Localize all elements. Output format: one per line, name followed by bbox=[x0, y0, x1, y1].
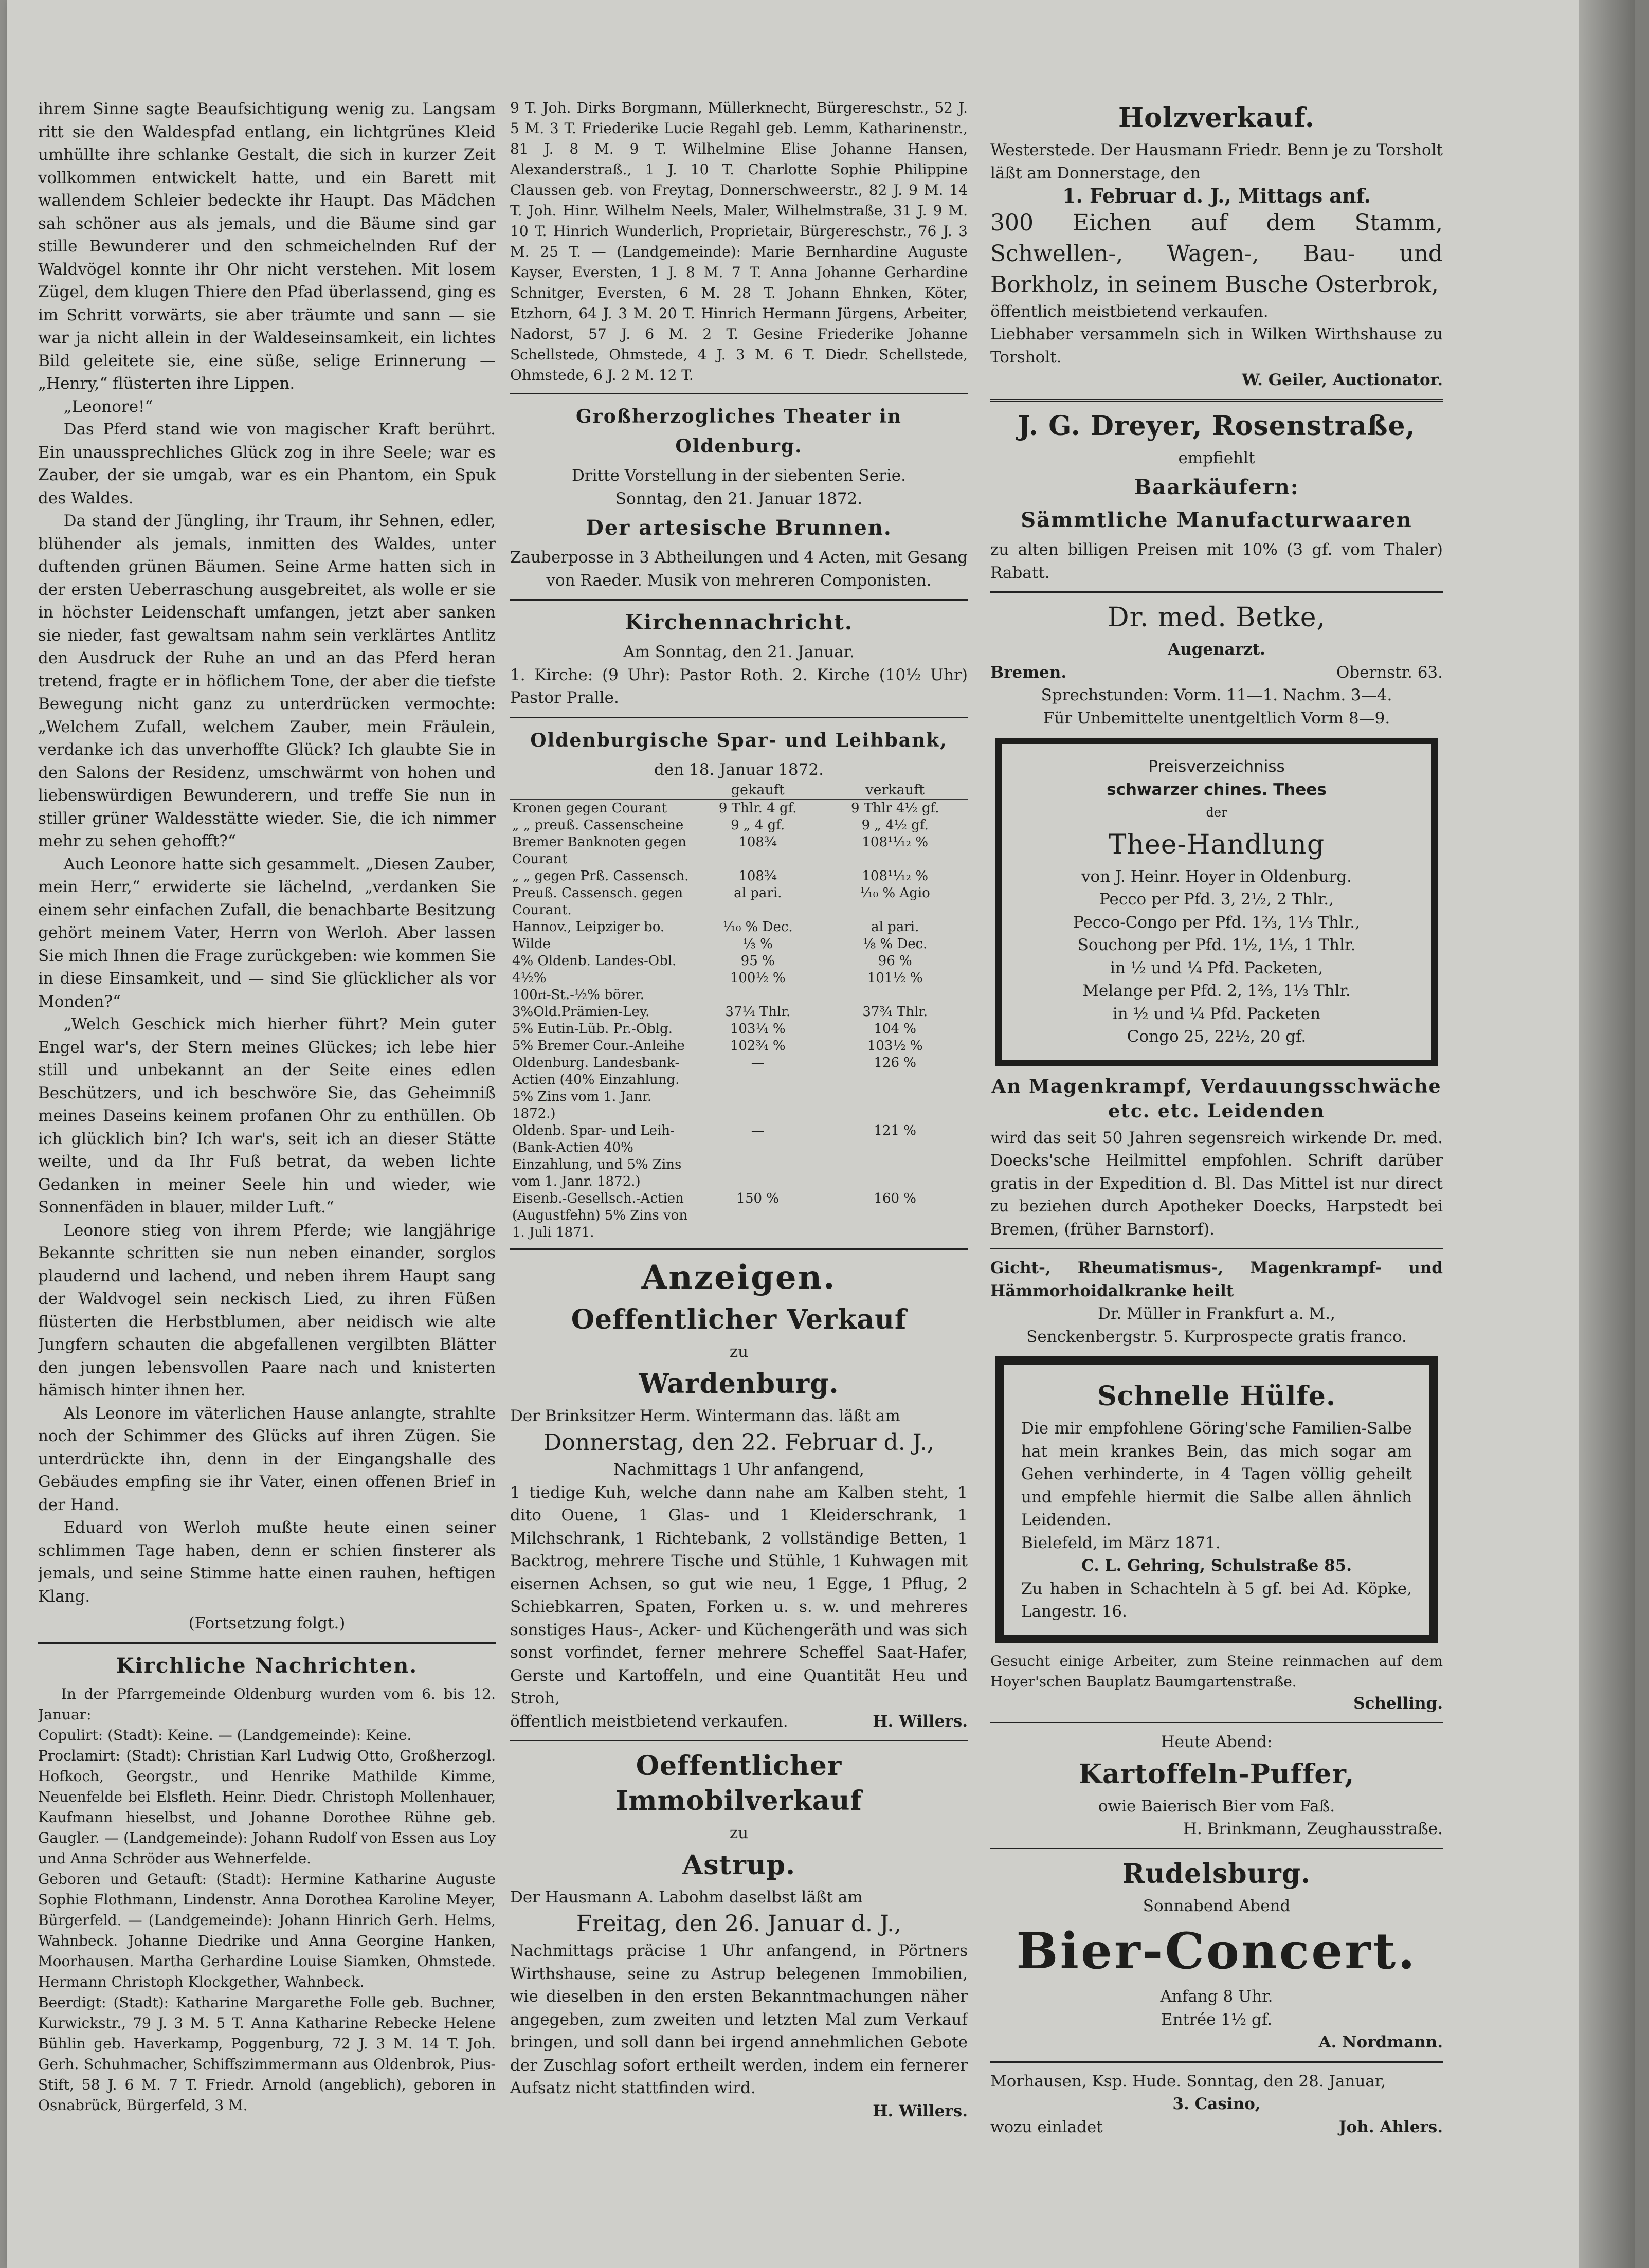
quick-help-text: Die mir empfohlene Göring'sche Familien-Salbe hat mein krankes Bein, das mich sogar am Gehen verhinderte, in 4 Tagen völlig geheilt und empfehle hiermit die Salbe allen ähnlich Leidenden. bbox=[1021, 1419, 1412, 1529]
tea-item: Melange per Pfd. 2, 1⅔, 1⅓ Thlr. bbox=[1082, 982, 1351, 1000]
bank-rate-label: Oldenburg. Landesbank-Actien (40% Einzahlung. 5% Zins vom 1. Janr. 1872.) bbox=[512, 1055, 680, 1121]
dreyer-empfiehlt: empfiehlt bbox=[1178, 448, 1255, 467]
rudelsburg-ad bbox=[990, 1857, 1443, 2054]
church-geboren: Geboren und Getauft: (Stadt): Hermine Katharine Auguste Sophie Flothmann, Lindenstr. Anna Dorothea Karoline Meyer, Bürgerfeld. — (Landgemeinde): Johann Hinrich Gerh. Helms, Wahnbeck. Johanne Diedrike und Anna Georgine Hanken, Moorhausen. Martha Gerhardine Louise Siamken, Ohmstede. Hermann Christoph Klockgether, Wahnbeck. bbox=[38, 1870, 496, 1990]
bank-rate-gekauft: 102¾ % bbox=[730, 1038, 786, 1054]
bank-rate-gekauft bbox=[693, 987, 822, 1004]
sale2-intro: Der Hausmann A. Labohm daselbst läßt am bbox=[510, 1888, 863, 1907]
bank-rate-row bbox=[510, 1021, 968, 1038]
quick-help-box bbox=[995, 1356, 1438, 1643]
betke-city: Bremen. bbox=[990, 663, 1067, 682]
sale-astrup bbox=[510, 1749, 968, 2122]
tea-price-list-box bbox=[995, 738, 1438, 1066]
bank-rate-row bbox=[510, 1190, 968, 1241]
tea-l5: von J. Heinr. Hoyer in Oldenburg. bbox=[1081, 867, 1352, 886]
bank-rate-row bbox=[510, 1055, 968, 1122]
story-paragraph: Leonore stieg von ihrem Pferde; wie langjährige Bekannte schritten sie nun neben einander, sorglos plaudernd und lachend, und neben ihrem Haupt sang der Waldvogel sein neckisch Lied, zu ihren Füßen flüsterten die Herbstblumen, aber neidisch wie alte Jungfern schauten die abgefallenen vergilbten Blätter den jungen lebensvollen Paare nach und knisterten hämisch hinter ihnen her. bbox=[38, 1221, 496, 1400]
story-paragraph: „Welch Geschick mich hierher führt? Mein guter Engel war's, der Stern meines Glückes; ich lebe hier still und unbekannt an der Seite eines edlen Beschützers, und ich beschwöre Sie, das Geheimniß meines Daseins keinem profanen Ohr zu enthüllen. Ob ich glücklich bin? Ich war's, seit ich an dieser Stätte weilte, und da Ihr Fuß betrat, da weben lichte Gedanken in meiner Seele hin und wieder, wie Sonnenfäden in blauer, milder Luft.“ bbox=[38, 1015, 496, 1217]
bank-rate-gekauft: 108¾ bbox=[738, 868, 777, 884]
betke-name: Dr. med. Betke, bbox=[1107, 602, 1326, 633]
bank-rate-row bbox=[510, 987, 968, 1004]
bank-rate-label: 4½% bbox=[512, 970, 547, 986]
bank-rate-label: Wilde bbox=[512, 936, 551, 952]
theater-line1: Dritte Vorstellung in der siebenten Serie. bbox=[572, 466, 906, 485]
dreyer-name: J. G. Dreyer, Rosenstraße, bbox=[1018, 410, 1416, 442]
betke-ad bbox=[990, 600, 1443, 730]
divider bbox=[510, 1248, 968, 1250]
bank-rate-verkauft: 108¹¹⁄₁₂ % bbox=[862, 868, 929, 884]
bank-rate-verkauft: 126 % bbox=[874, 1055, 917, 1071]
workers-signature: Schelling. bbox=[1353, 1694, 1443, 1713]
bank-col-label bbox=[510, 781, 693, 800]
betke-address bbox=[990, 661, 1443, 684]
bank-rate-verkauft: 9 Thlr 4½ gf. bbox=[850, 801, 939, 816]
ads-heading: Anzeigen. bbox=[641, 1258, 837, 1297]
church-news-intro: In der Pfarrgemeinde Oldenburg wurden vom 6. bis 12. Januar: bbox=[38, 1685, 496, 1723]
bank-rate-label: „ „ preuß. Cassenscheine bbox=[512, 818, 684, 833]
bank-rate-gekauft: — bbox=[751, 1123, 765, 1138]
bank-rate-label: Bremer Banknoten gegen Courant bbox=[512, 834, 686, 867]
bank-rate-row bbox=[510, 868, 968, 885]
story-paragraph: ihrem Sinne sagte Beaufsichtigung wenig zu. Langsam ritt sie den Waldespfad entlang, ein lichtgrünes Kleid umhüllte ihre schlanke Gestalt, die sich in kurzer Zeit vollkommen entwickelt hatte, und ein Barett mit wallendem Schleier bedeckte ihr Haupt. Das Mädchen sah schöner aus als jemals, und die Bäume sind gar stille Bewunderer und den schmeichelnden Ruf der Waldvögel konnte ihr Ohr nicht verstehen. Mit losem Zügel, dem klugen Thiere den Pfad überlassend, ging es im Schritt vorwärts, sie aber träumte und sann — sie war ja nicht allein in der Waldeseinsamkeit, ein lichtes Bild geleitete sie, eine süße, selige Erinnerung — „Henry,“ flüsterten ihre Lippen. bbox=[38, 100, 496, 393]
bank-rate-gekauft: 108¾ bbox=[738, 834, 777, 850]
bank-rate-label: 100𝔯𝔱-St.-½% börer. bbox=[512, 987, 645, 1003]
sale1-place: Wardenburg. bbox=[639, 1368, 839, 1400]
quick-help-title: Schnelle Hülfe. bbox=[1097, 1381, 1336, 1412]
bank-rate-row bbox=[510, 1038, 968, 1055]
sale1-time: Nachmittags 1 Uhr anfangend, bbox=[613, 1460, 864, 1479]
bank-rate-label: 5% Bremer Cour.-Anleihe bbox=[512, 1038, 685, 1054]
theater-title: Großherzogliches Theater in Oldenburg. bbox=[576, 406, 902, 457]
story-text bbox=[38, 98, 496, 1635]
rudelsburg-concert: Bier-Concert. bbox=[1016, 1922, 1417, 1980]
bank-rate-label: 4% Oldenb. Landes-Obl. bbox=[512, 953, 677, 969]
gout-address: Senckenbergstr. 5. Kurprospecte gratis franco. bbox=[1026, 1327, 1407, 1346]
dreyer-to: Baarkäufern: bbox=[1134, 475, 1299, 499]
tea-item: Pecco-Congo per Pfd. 1⅔, 1⅓ Thlr., bbox=[1073, 913, 1360, 932]
sale1-signature: H. Willers. bbox=[873, 1712, 968, 1731]
bank-rate-gekauft: 150 % bbox=[736, 1191, 780, 1206]
story-paragraph: Das Pferd stand wie von magischer Kraft berührt. Ein unaussprechliches Glück zog in ihre Seele; war es Zauber, der sie umgab, war es ein Phantom, ein Spuk des Waldes. bbox=[38, 420, 496, 507]
bank-rate-gekauft: 9 Thlr. 4 gf. bbox=[718, 801, 797, 816]
bank-rate-label: „ „ gegen Prß. Cassensch. bbox=[512, 868, 689, 884]
bank-rate-gekauft: 9 „ 4 gf. bbox=[731, 818, 785, 833]
tea-item: in ½ und ¼ Pfd. Packeten, bbox=[1110, 958, 1324, 977]
divider bbox=[990, 2061, 1443, 2063]
bank-rate-verkauft: ¹⁄₁₀ % Agio bbox=[860, 885, 930, 901]
bank-rate-row bbox=[510, 970, 968, 987]
wood-sale-title: Holzverkauf. bbox=[1118, 102, 1315, 134]
bank-rate-row bbox=[510, 953, 968, 970]
theater-line2: Sonntag, den 21. Januar 1872. bbox=[615, 489, 863, 508]
bank-rate-verkauft: 104 % bbox=[874, 1021, 917, 1037]
bank-rate-verkauft: 103½ % bbox=[867, 1038, 923, 1054]
sale-wardenburg bbox=[510, 1302, 968, 1733]
casino-footer bbox=[990, 2116, 1443, 2139]
quick-help-sale: Zu haben in Schachteln à 5 gf. bei Ad. Köpke, Langestr. 16. bbox=[1021, 1579, 1412, 1621]
bank-rate-gekauft: ⅓ % bbox=[742, 936, 773, 952]
stomach-text: wird das seit 50 Jahren segensreich wirkende Dr. med. Doecks'sche Heilmittel empfohlen. Schrift darüber gratis in der Expedition d. Bl. Das Mittel ist nur direct zu beziehen durch Apotheker Doecks, Harpstedt bei Bremen, (früher Barnstorf). bbox=[990, 1128, 1443, 1239]
sale1-intro: Der Brinksitzer Herm. Wintermann das. läßt am bbox=[510, 1406, 900, 1425]
stomach-title: An Magenkrampf, Verdauungsschwäche etc. etc. Leidenden bbox=[991, 1075, 1442, 1122]
tea-item: Souchong per Pfd. 1½, 1⅓, 1 Thlr. bbox=[1077, 936, 1356, 954]
bank-rate-gekauft: 95 % bbox=[740, 953, 775, 969]
church-notice-line1: Am Sonntag, den 21. Januar. bbox=[623, 643, 855, 661]
bank-title: Oldenburgische Spar- und Leihbank, bbox=[530, 729, 948, 751]
rudelsburg-title: Rudelsburg. bbox=[1122, 1858, 1311, 1890]
continued-note: (Fortsetzung folgt.) bbox=[188, 1614, 346, 1632]
bank-rate-label: Oldenb. Spar- und Leih-(Bank-Actien 40% Einzahlung, und 5% Zins vom 1. Janr. 1872.) bbox=[512, 1123, 682, 1189]
bank-rate-label: 3%Old.Prämien-Ley. bbox=[512, 1004, 650, 1020]
column-middle bbox=[510, 98, 968, 2122]
tea-l2: schwarzer chines. Thees bbox=[1107, 780, 1327, 799]
story-paragraph: Auch Leonore hatte sich gesammelt. „Diesen Zauber, mein Herr,“ erwiderte sie lächelnd, „verdanken Sie einem sehr einfachen Zufall, die benachbarte Besitzung gehört meinem Vater, Herrn von Werloh. Aber lassen Sie mich Ihnen die Frage zurückgeben: wie kommen Sie in diese Einsamkeit, und — sind Sie glücklicher als vor Monden?“ bbox=[38, 855, 496, 1011]
wood-sale-date: 1. Februar d. J., Mittags anf. bbox=[1062, 184, 1371, 207]
divider bbox=[990, 591, 1443, 593]
gout-doctor: Dr. Müller in Frankfurt a. M., bbox=[1097, 1304, 1336, 1323]
quick-help-place: Bielefeld, im März 1871. bbox=[1021, 1533, 1221, 1552]
workers-text: Gesucht einige Arbeiter, zum Steine reinmachen auf dem Hoyer'schen Bauplatz Baumgartenstraße. bbox=[990, 1652, 1443, 1690]
church-notice-line2: 1. Kirche: (9 Uhr): Pastor Roth. 2. Kirche (10½ Uhr) Pastor Pralle. bbox=[510, 665, 968, 707]
bank-rate-row bbox=[510, 885, 968, 919]
bank-rate-verkauft: al pari. bbox=[871, 919, 919, 935]
wood-sale-items: 300 Eichen auf dem Stamm, Schwellen-, Wagen-, Bau- und Borkholz, in seinem Busche Osterbrok, bbox=[990, 209, 1443, 298]
theater-desc: Zauberposse in 3 Abtheilungen und 4 Acten, mit Gesang von Raeder. Musik von mehreren Componisten. bbox=[510, 548, 968, 590]
church-beerdigt: Beerdigt: (Stadt): Katharine Margarethe Folle geb. Buchner, Kurwickstr., 79 J. 3 M. 5 T. Anna Katharine Rebecke Helene Bühlin geb. Haverkamp, Poggenburg, 72 J. 3 M. 14 T. Joh. Gerh. Schuhmacher, Schiffszimmermann aus Oldenbrok, Pius-Stift, 58 J. 6 M. 7 T. Friedr. Arnold (angeblich), geboren in Osnabrück, Bürgerfeld, 3 M. bbox=[38, 1993, 496, 2114]
bank-rate-row bbox=[510, 817, 968, 834]
bank-rate-label: 5% Eutin-Lüb. Pr.-Oblg. bbox=[512, 1021, 673, 1037]
wood-sale-signature: W. Geiler, Auctionator. bbox=[1242, 371, 1443, 389]
gout-ad bbox=[990, 1257, 1443, 1348]
church-news-text bbox=[38, 1684, 496, 2116]
tea-l3: der bbox=[1206, 805, 1227, 820]
divider bbox=[990, 399, 1443, 402]
bank-rate-verkauft: 96 % bbox=[878, 953, 912, 969]
bank-rate-gekauft: 100½ % bbox=[730, 970, 786, 986]
tea-item: in ½ und ¼ Pfd. Packeten bbox=[1112, 1004, 1321, 1023]
tea-item: Pecco per Pfd. 3, 2½, 2 Thlr., bbox=[1099, 890, 1334, 909]
betke-street: Obernstr. 63. bbox=[1336, 663, 1443, 682]
wood-sale-note: Liebhaber versammeln sich in Wilken Wirthshause zu Torsholt. bbox=[990, 325, 1443, 367]
wood-sale-line1: Westerstede. Der Hausmann Friedr. Benn je zu Torsholt läßt am Donnerstage, den bbox=[990, 141, 1443, 183]
bank-col-verkauft: verkauft bbox=[822, 781, 968, 800]
sale2-title: Oeffentlicher Immobilverkauf bbox=[615, 1750, 862, 1817]
gout-title: Gicht-, Rheumatismus-, Magenkrampf- und Hämmorhoidalkranke heilt bbox=[990, 1259, 1443, 1300]
story-paragraph: Eduard von Werloh mußte heute einen seiner schlimmen Tage haben, denn er schien finsterer als jemals, und seine Stimme hatte einen rauhen, heftigen Klang. bbox=[38, 1518, 496, 1606]
dreyer-ad bbox=[990, 409, 1443, 585]
divider bbox=[510, 1740, 968, 1741]
theater-notice bbox=[510, 402, 968, 592]
bank-rate-row bbox=[510, 919, 968, 936]
divider bbox=[990, 1248, 1443, 1249]
tea-l1: Preisverzeichniss bbox=[1148, 757, 1285, 776]
rudelsburg-day: Sonnabend Abend bbox=[1143, 1896, 1291, 1915]
column-left bbox=[38, 98, 496, 2116]
bank-rate-verkauft: ⅛ % Dec. bbox=[862, 936, 928, 952]
sale2-place: Astrup. bbox=[682, 1849, 796, 1881]
sale1-items: 1 tiedige Kuh, welche dann nahe am Kalben steht, 1 dito Ouene, 1 Glas- und 1 Kleiderschrank, 1 Milchschrank, 1 Richtebank, 2 vollständige Betten, 1 Backtrog, mehrere Tische und Stühle, 1 Kuhwagen mit eisernen Achsen, so gut wie neu, 1 Egge, 1 Pflug, 2 Schiebkarren, Spaten, Forken u. s. w. und mehreres sonstiges Haus-, Acker- und Küchengeräth und was sich sonst vorfindet, ferner mehrere Scheffel Saat-Hafer, Gerste und Kartoffeln, und eine Quantität Heu und Stroh, bbox=[510, 1483, 968, 1708]
sale1-title: Oeffentlicher Verkauf bbox=[571, 1304, 907, 1335]
church-proclamirt: Proclamirt: (Stadt): Christian Karl Ludwig Otto, Großherzogl. Hofkoch, Georgstr., und Henrike Mathilde Kimme, Neuenfelde bei Elsfleth. Heinr. Diedr. Christoph Mollenhauer, Kaufmann hieselbst, und Johanne Dorothee Rühne geb. Gaugler. — (Landgemeinde): Johann Rudolf von Essen aus Loy und Anna Schröder aus Wehnerfelde. bbox=[38, 1747, 496, 1867]
puffer-sub: owie Baierisch Bier vom Faß. bbox=[1098, 1797, 1335, 1816]
bank-rate-verkauft: 121 % bbox=[874, 1123, 917, 1138]
bank-rate-row bbox=[510, 800, 968, 817]
workers-ad bbox=[990, 1651, 1443, 1715]
bank-rate-gekauft: 103¼ % bbox=[730, 1021, 786, 1037]
wood-sale-end: öffentlich meistbietend verkaufen. bbox=[990, 302, 1269, 321]
bank-rate-row bbox=[510, 834, 968, 868]
bank-rate-gekauft: ¹⁄₁₀ % Dec. bbox=[722, 919, 793, 935]
bank-rate-label: Kronen gegen Courant bbox=[512, 801, 667, 816]
sale1-footer bbox=[510, 1710, 968, 1733]
bank-rate-verkauft: 108¹¹⁄₁₂ % bbox=[862, 834, 929, 850]
sale2-text: Nachmittags präcise 1 Uhr anfangend, in Pörtners Wirthshause, seine zu Astrup belegenen Immobilien, wie dieselben in den ersten Bekanntmachungen näher angegeben, zum zweiten und letzten Mal zum Verkauf bringen, und soll dann bei irgend annehmlichen Gebote der Zuschlag sofort ertheilt werden, indem ein fernerer Aufsatz nicht stattfinden wird. bbox=[510, 1942, 968, 2097]
church-notice bbox=[510, 608, 968, 710]
column-right bbox=[990, 98, 1443, 2138]
sale1-end: öffentlich meistbietend verkaufen. bbox=[510, 1712, 788, 1731]
bank-rate-gekauft: — bbox=[751, 1055, 765, 1071]
page-fold-shadow bbox=[1579, 0, 1635, 2268]
bank-rate-verkauft: 160 % bbox=[874, 1191, 917, 1206]
bank-rate-verkauft: 9 „ 4½ gf. bbox=[861, 818, 929, 833]
dreyer-goods: Sämmtliche Manufacturwaaren bbox=[1021, 508, 1412, 532]
sale2-date: Freitag, den 26. Januar d. J., bbox=[576, 1911, 902, 1937]
sale2-signature: H. Willers. bbox=[873, 2101, 968, 2120]
bank-rate-label: Eisenb.-Gesellsch.-Actien (Augustfehn) 5% Zins von 1. Juli 1871. bbox=[512, 1191, 688, 1240]
divider bbox=[510, 717, 968, 718]
bank-date: den 18. Januar 1872. bbox=[654, 760, 824, 779]
church-notice-title: Kirchennachricht. bbox=[625, 610, 853, 634]
casino-ad bbox=[990, 2070, 1443, 2139]
casino-line: Morhausen, Ksp. Hude. Sonntag, den 28. Januar, bbox=[990, 2072, 1386, 2091]
puffer-title: Kartoffeln-Puffer, bbox=[1078, 1758, 1355, 1790]
story-paragraph: Da stand der Jüngling, ihr Traum, ihr Sehnen, edler, blühender als jemals, inmitten des Waldes, unter duftenden grünen Bäumen. Seine Arme hatten sich in der ersten Ueberraschung ausgebreitet, als wolle er sie in höchster Leidenschaft umfangen, jetzt aber sanken sie nieder, fast gewaltsam nahm sein verklärtes Antlitz den Ausdruck der Ruhe an und an das Pferd heran tretend, fragte er in höflichem Tone, der aber die tiefste Bewegung nicht ganz zu unterdrücken vermochte: „Welchem Zufall, welchem Zauber, mein Fräulein, verdanke ich das unverhoffte Glück? Ich glaubte Sie in den Salons der Residenz, umschwärmt von hohen und liebenswürdigen Bewunderern, und treffe Sie nun in stiller grüner Waldesstätte wieder. Sie, die ich nimmer mehr zu sehen gehofft?“ bbox=[38, 512, 496, 850]
rudelsburg-entree: Entrée 1½ gf. bbox=[1161, 2010, 1273, 2029]
bank-rate-verkauft: 101½ % bbox=[867, 970, 923, 986]
deaths-continued: 9 T. Joh. Dirks Borgmann, Müllerknecht, Bürgereschstr., 52 J. 5 M. 3 T. Friederike Lucie Regahl geb. Lemm, Katharinenstr., 81 J. 8 M. 9 T. Wilhelmine Elise Johanne Hansen, Alexanderstraß., 1 J. 10 T. Charlotte Sophie Philippine Claussen geb. von Freytag, Donnerschweerstr., 82 J. 9 M. 14 T. Joh. Hinr. Wilhelm Neels, Maler, Wilhelmstraße, 31 J. 9 M. 10 T. Hinrich Wunderlich, Proprietair, Bürgereschstr., 76 J. 3 M. 25 T. — (Landgemeinde): Marie Bernhardine Auguste Kayser, Eversten, 1 J. 8 M. 7 T. Anna Johanne Gerhardine Schnitger, Eversten, 6 M. 28 T. Johann Ehnken, Köter, Etzhorn, 64 J. 3 M. 20 T. Hinrich Hermann Jürgens, Arbeiter, Nadorst, 57 J. 6 M. 2 T. Gesine Friederike Johanne Schellstede, Ohmstede, 4 J. 3 M. 6 T. Diedr. Schellstede, Ohmstede, 6 J. 2 M. 12 T. bbox=[510, 99, 968, 384]
quick-help-signature: C. L. Gehring, Schulstraße 85. bbox=[1081, 1556, 1352, 1575]
rudelsburg-signature: A. Nordmann. bbox=[1318, 2033, 1443, 2052]
story-paragraph: Als Leonore im väterlichen Hause anlangte, strahlte noch der Schimmer des Glücks auf ihren Zügen. Sie unterdrückte ihn, denn in der Eingangshalle des Gebäudes empfing sie ihr Vater, einen offenen Brief in der Hand. bbox=[38, 1404, 496, 1514]
newspaper-page bbox=[7, 0, 1581, 2268]
betke-free: Für Unbemittelte unentgeltlich Vorm 8—9. bbox=[1043, 709, 1390, 728]
divider bbox=[990, 1722, 1443, 1723]
puffer-pre: Heute Abend: bbox=[1161, 1733, 1273, 1751]
dreyer-text: zu alten billigen Preisen mit 10% (3 gf. vom Thaler) Rabatt. bbox=[990, 540, 1443, 582]
rudelsburg-start: Anfang 8 Uhr. bbox=[1160, 1987, 1273, 2006]
bank-rate-verkauft bbox=[822, 987, 968, 1004]
bank-col-gekauft: gekauft bbox=[693, 781, 822, 800]
story-paragraph: „Leonore!“ bbox=[63, 397, 153, 416]
church-news-title: Kirchliche Nachrichten. bbox=[116, 1653, 418, 1678]
stomach-ad bbox=[990, 1074, 1443, 1241]
tea-l4: Thee-Handlung bbox=[1108, 829, 1325, 860]
bank-rates-table bbox=[510, 781, 968, 1241]
bank-rates bbox=[510, 725, 968, 1242]
divider bbox=[510, 393, 968, 394]
sale1-date: Donnerstag, den 22. Februar d. J., bbox=[543, 1429, 934, 1456]
church-copulirt: Copulirt: (Stadt): Keine. — (Landgemeinde): Keine. bbox=[38, 1726, 412, 1744]
divider bbox=[510, 599, 968, 601]
puffer-ad bbox=[990, 1731, 1443, 1841]
bank-rate-row bbox=[510, 1122, 968, 1190]
betke-hours: Sprechstunden: Vorm. 11—1. Nachm. 3—4. bbox=[1041, 686, 1392, 704]
bank-rate-label: Preuß. Cassensch. gegen Courant. bbox=[512, 885, 683, 918]
bank-rate-row bbox=[510, 1004, 968, 1021]
casino-signature: Joh. Ahlers. bbox=[1338, 2117, 1443, 2136]
divider bbox=[38, 1642, 496, 1644]
puffer-signature: H. Brinkmann, Zeughausstraße. bbox=[1183, 1820, 1443, 1838]
bank-rate-row bbox=[510, 936, 968, 953]
theater-play: Der artesische Brunnen. bbox=[586, 516, 892, 540]
sale2-zu: zu bbox=[729, 1824, 749, 1842]
sale1-zu: zu bbox=[729, 1342, 749, 1361]
bank-rate-label: Hannov., Leipziger bo. bbox=[512, 919, 665, 935]
bank-rate-verkauft: 37¾ Thlr. bbox=[862, 1004, 928, 1020]
casino-name: 3. Casino, bbox=[1172, 2095, 1261, 2113]
betke-title: Augenarzt. bbox=[1168, 640, 1265, 659]
bank-rate-gekauft: 37¼ Thlr. bbox=[725, 1004, 791, 1020]
bank-rate-gekauft: al pari. bbox=[734, 885, 782, 901]
casino-invite: wozu einladet bbox=[990, 2117, 1103, 2136]
divider bbox=[990, 1848, 1443, 1849]
wood-sale-ad bbox=[990, 101, 1443, 392]
tea-item: Congo 25, 22½, 20 gf. bbox=[1127, 1027, 1307, 1046]
